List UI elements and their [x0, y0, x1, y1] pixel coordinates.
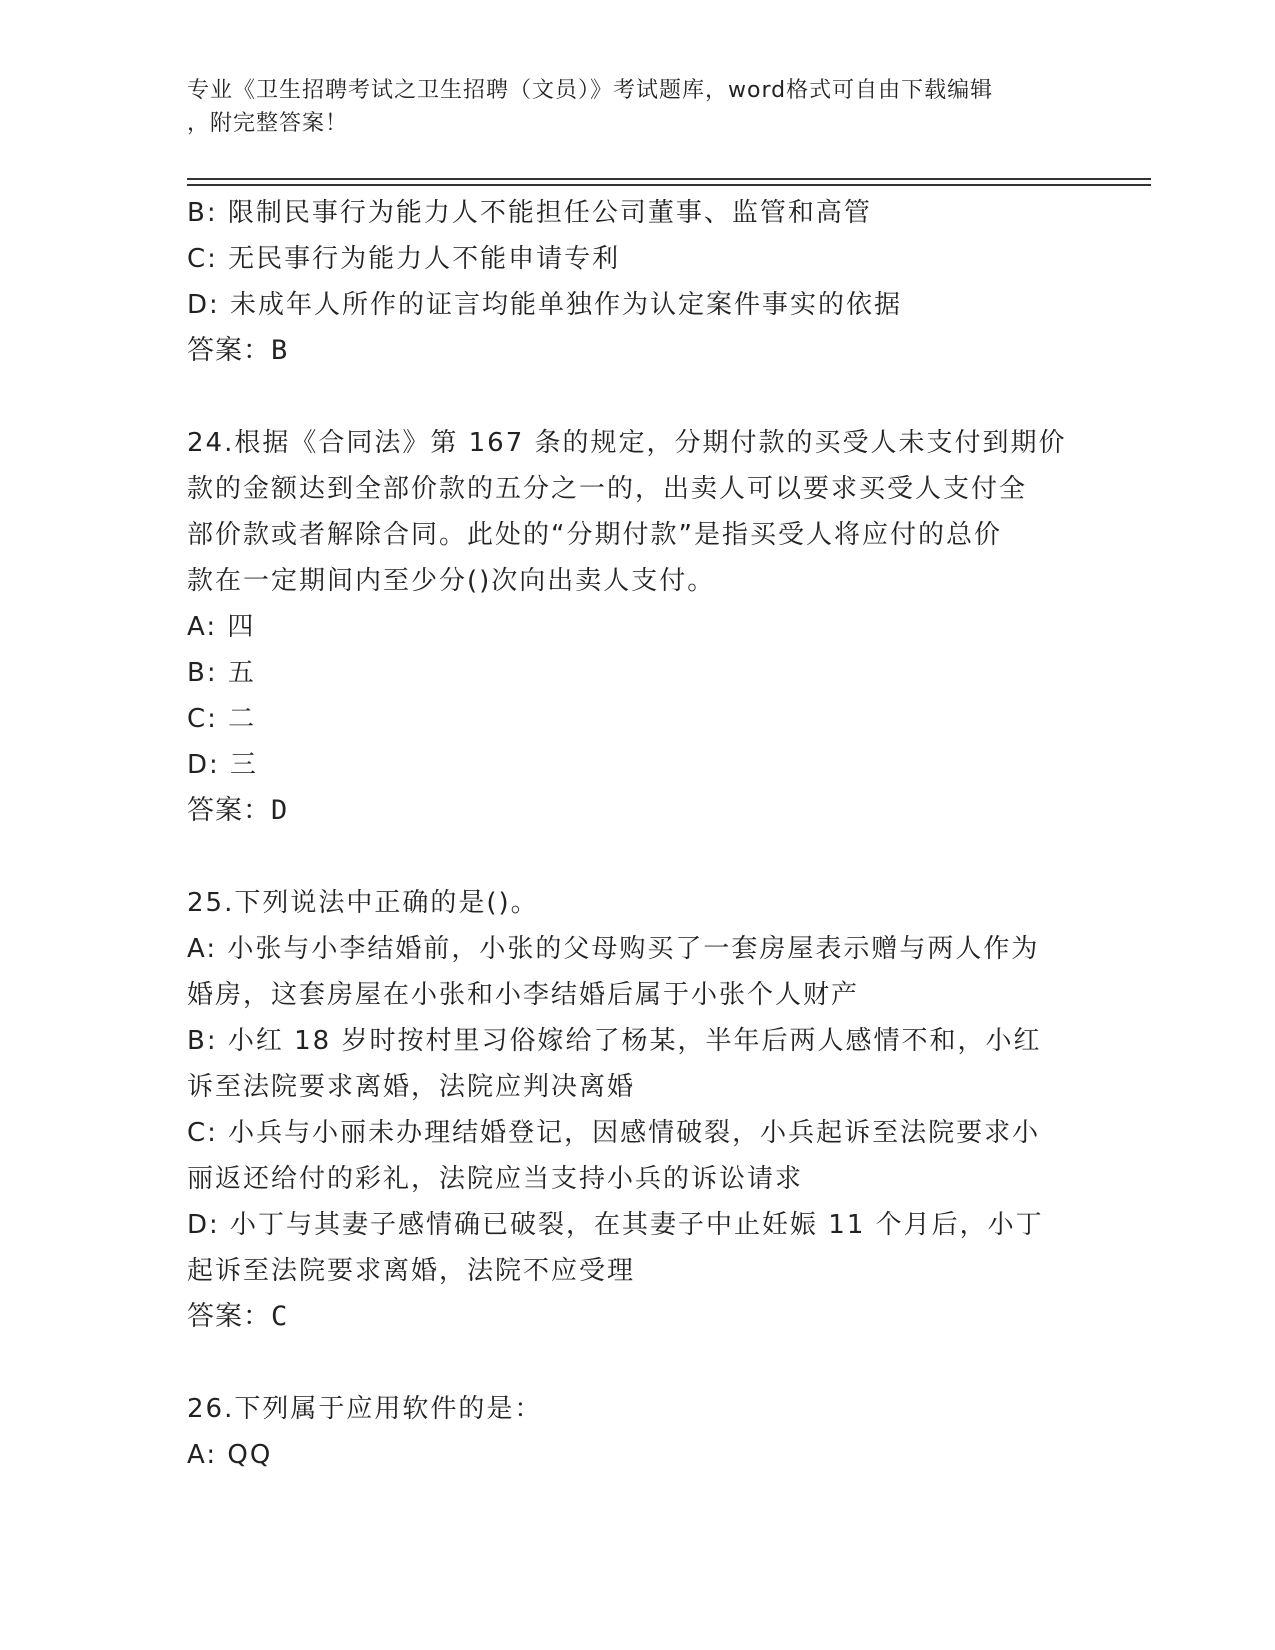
q25-option-a-line: A: 小张与小李结婚前，小张的父母购买了一套房屋表示赠与两人作为 [187, 934, 1040, 964]
question-25 [187, 880, 1077, 1340]
q25-stem: 25.下列说法中正确的是()。 [187, 888, 539, 918]
q23-option-d: D: 未成年人所作的证言均能单独作为认定案件事实的依据 [187, 290, 903, 320]
q25-option-b-line: B: 小红 18 岁时按村里习俗嫁给了杨某，半年后两人感情不和，小红 [187, 1026, 1042, 1056]
q24-option-d: D: 三 [187, 750, 259, 780]
q23-option-b: B: 限制民事行为能力人不能担任公司董事、监管和高管 [187, 198, 872, 228]
q24-stem-line: 款的金额达到全部价款的五分之一的，出卖人可以要求买受人支付全 [187, 474, 1028, 504]
q26-stem: 26.下列属于应用软件的是： [187, 1394, 543, 1424]
q25-option-d-line: 起诉至法院要求离婚，法院不应受理 [187, 1256, 636, 1286]
q25-option-b-line: 诉至法院要求离婚，法院应判决离婚 [187, 1072, 636, 1102]
q24-answer: 答案：D [187, 795, 289, 826]
header-line-2: ，附完整答案！ [187, 111, 349, 136]
q25-option-d-line: D: 小丁与其妻子感情确已破裂，在其妻子中止妊娠 11 个月后，小丁 [187, 1210, 1044, 1240]
q24-option-c: C: 二 [187, 704, 257, 734]
q23-option-c: C: 无民事行为能力人不能申请专利 [187, 244, 621, 274]
header-line-1: 专业《卫生招聘考试之卫生招聘（文员）》考试题库，word格式可自由下载编辑 [187, 78, 994, 103]
header-divider-top [187, 178, 1151, 180]
header-divider-bottom [187, 184, 1151, 186]
spacer [187, 374, 1077, 420]
document-body [187, 190, 1077, 1478]
question-26 [187, 1386, 1077, 1478]
q25-option-c-line: 丽返还给付的彩礼，法院应当支持小兵的诉讼请求 [187, 1164, 804, 1194]
q25-option-a-line: 婚房，这套房屋在小张和小李结婚后属于小张个人财产 [187, 980, 860, 1010]
q25-answer: 答案：C [187, 1301, 289, 1332]
q24-option-b: B: 五 [187, 658, 256, 688]
question-24 [187, 420, 1077, 834]
question-23-tail [187, 190, 1077, 374]
spacer [187, 1340, 1077, 1386]
q24-stem-line: 24.根据《合同法》第 167 条的规定，分期付款的买受人未支付到期价 [187, 428, 1067, 458]
spacer [187, 834, 1077, 880]
q25-option-c-line: C: 小兵与小丽未办理结婚登记，因感情破裂，小兵起诉至法院要求小 [187, 1118, 1041, 1148]
q24-option-a: A: 四 [187, 612, 256, 642]
q26-option-a: A: QQ [187, 1440, 273, 1470]
q24-stem-line: 部价款或者解除合同。此处的“分期付款”是指买受人将应付的总价 [187, 520, 1002, 550]
q24-stem-line: 款在一定期间内至少分()次向出卖人支付。 [187, 566, 716, 596]
q23-answer: 答案：B [187, 335, 289, 366]
document-header [187, 74, 1087, 140]
